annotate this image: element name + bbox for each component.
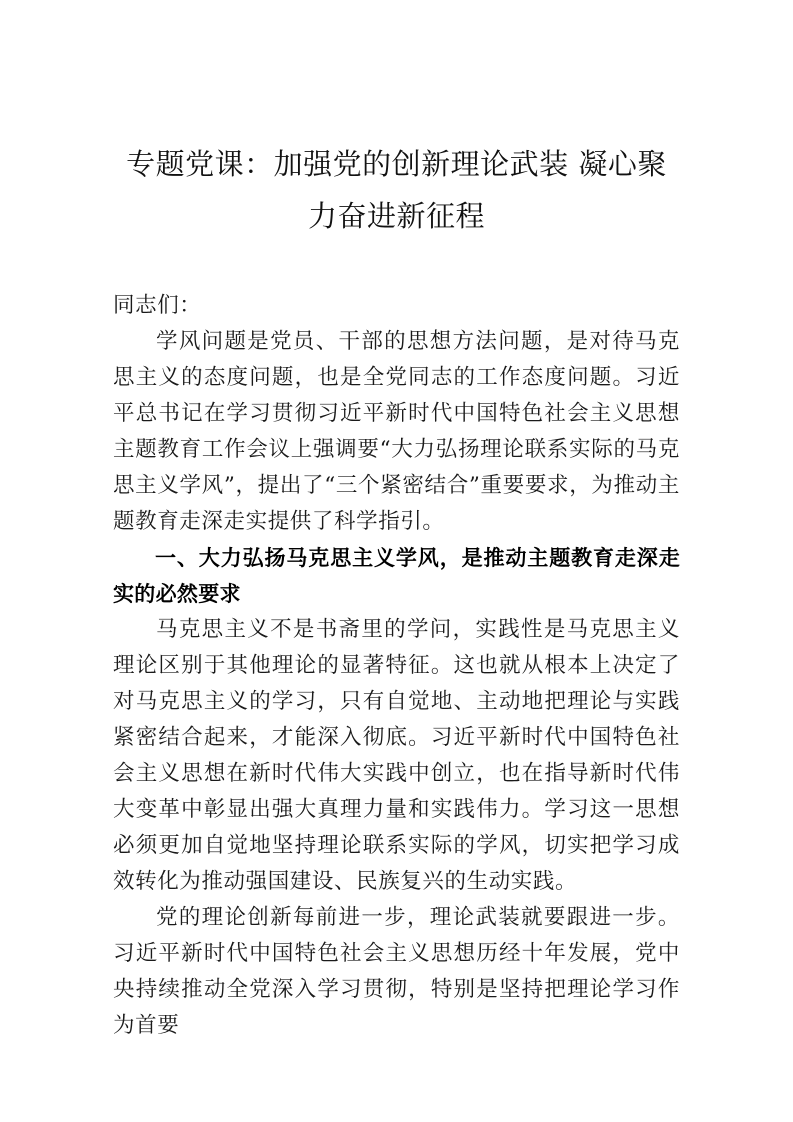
paragraph-3: 党的理论创新每前进一步，理论武装就要跟进一步。习近平新时代中国特色社会主义思想历经十年发展，党中央持续推动全党深入学习贯彻，特别是坚持把理论学习作为首要 — [113, 905, 680, 1038]
section-heading-1: 一、大力弘扬马克思主义学风，是推动主题教育走深走实的必然要求 — [113, 546, 680, 606]
paragraph-1: 学风问题是党员、干部的思想方法问题，是对待马克思主义的态度问题，也是全党同志的工作态度问题。习近平总书记在学习贯彻习近平新时代中国特色社会主义思想主题教育工作会议上强调要“大力弘扬理论联系实际的马克思主义学风”，提出了“三个紧密结合”重要要求，为推动主题教育走深走实提供了科学指引。 — [113, 329, 680, 534]
page-title-line-2: 力奋进新征程 — [307, 199, 485, 233]
page-title — [113, 138, 680, 242]
page-title-line-1: 专题党课：加强党的创新理论武装 凝心聚 — [126, 147, 667, 181]
paragraph-2: 马克思主义不是书斋里的学问，实践性是马克思主义理论区别于其他理论的显著特征。这也就从根本上决定了对马克思主义的学习，只有自觉地、主动地把理论与实践紧密结合起来，才能深入彻底。习近平新时代中国特色社会主义思想在新时代伟大实践中创立，也在指导新时代伟大变革中彰显出强大真理力量和实践伟力。学习这一思想必须更加自觉地坚持理论联系实际的学风，切实把学习成效转化为推动强国建设、民族复兴的生动实践。 — [113, 617, 680, 894]
salutation: 同志们： — [113, 293, 202, 318]
